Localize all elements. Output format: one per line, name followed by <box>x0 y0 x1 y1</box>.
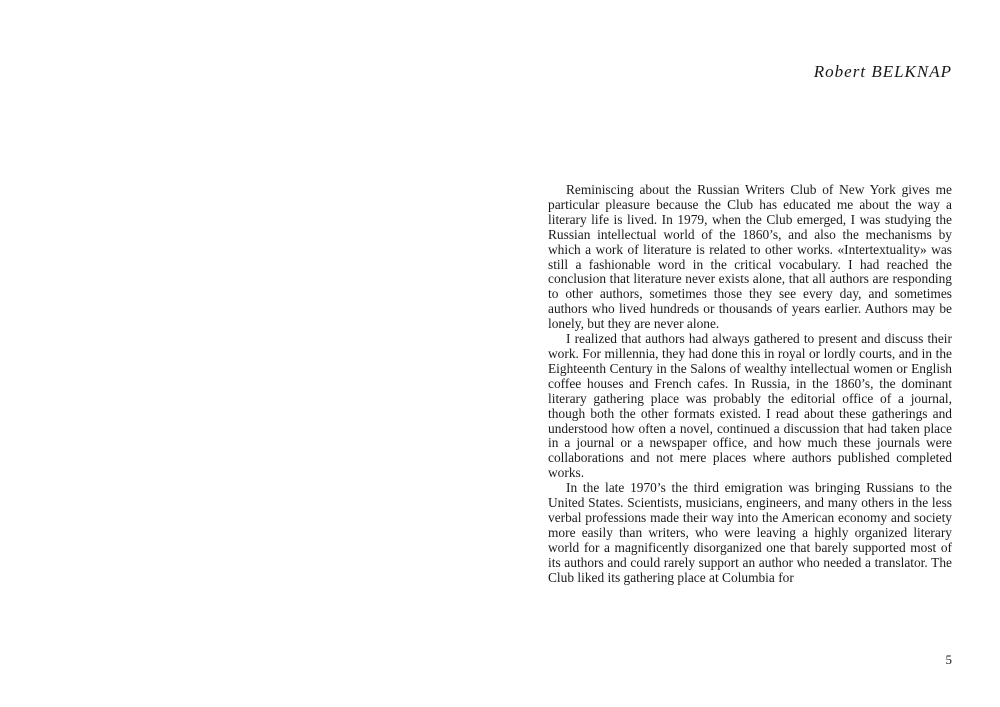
author-heading: Robert BELKNAP <box>813 62 952 81</box>
right-page <box>500 0 1000 707</box>
paragraph: I realized that authors had always gathered to present and discuss their work. For millennia, they had done this in royal or lordly courts, and in the Eighteenth Century in the Salons of wealthy intellectual women or English coffee houses and French cafes. In Russia, in the 1860’s, the dominant literary gathering place was probably the editorial office of a journal, though both the other formats existed. I read about these gatherings and understood how often a novel, continued a discussion that had taken place in a journal or a newspaper office, and how much these journals were collaborations and not mere places where authors published completed works. <box>548 331 952 481</box>
paragraph: Reminiscing about the Russian Writers Club of New York gives me particular pleasure because the Club has educated me about the way a literary life is lived. In 1979, when the Club emerged, I was studying the Russian intellectual world of the 1860’s, and also the mechanisms by which a work of literature is related to other works. «Intertextuality» was still a fashionable word in the critical vocabulary. I had reached the conclusion that literature never exists alone, that all authors are responding to other authors, sometimes those they see every day, and sometimes authors who lived hundreds or thousands of years earlier. Authors may be lonely, but they are never alone. <box>548 182 952 332</box>
paragraph: In the late 1970’s the third emigration was bringing Russians to the United States. Scientists, musicians, engineers, and many others in the less verbal professions made their way into the American economy and society more easily than writers, who were leaving a highly organized literary world for a magnificently disorganized one that barely supported most of its authors and could rarely support an author who needed a translator. The Club liked its gathering place at Columbia for <box>548 480 952 585</box>
body-text <box>548 183 952 585</box>
page-number: 5 <box>945 652 952 667</box>
